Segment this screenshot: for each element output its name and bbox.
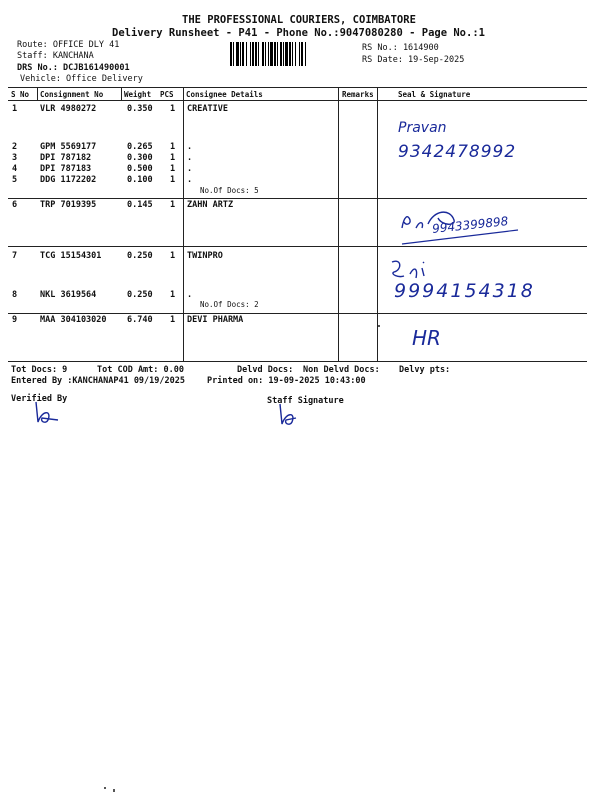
signature-underline [400,228,520,248]
staff-signature [274,402,314,432]
handwritten-phone: 9943399898 [431,214,509,236]
row-consignee: TWINPRO [187,251,223,261]
tot-docs: Tot Docs: 9 [11,365,68,375]
row-weight: 0.145 [127,200,153,210]
table-row [0,175,600,186]
barcode-bar [289,42,291,66]
barcode-bar [285,42,288,66]
row-weight: 0.265 [127,142,153,152]
table-row [0,315,600,326]
col-header-weight: Weight [124,90,152,99]
row-consignee: . [187,142,193,152]
table-top-border [8,87,587,88]
row-consignment-no: TRP 7019395 [40,200,97,210]
handwritten-initials: HR [412,326,441,350]
tot-cod-amount: Tot COD Amt: 0.00 [97,365,184,375]
barcode-bar [250,42,251,66]
handwritten-phone: 9342478992 [398,142,517,162]
scan-mark [378,325,380,327]
row-consignee: DEVI PHARMA [187,315,244,325]
barcode-bar [265,42,266,66]
barcode-bar [230,42,232,66]
row-pcs: 1 [170,251,176,261]
barcode-bar [236,42,239,66]
barcode-bar [299,42,300,66]
row-pcs: 1 [170,153,176,163]
col-header-sno: S No [11,90,30,99]
vehicle-label: Vehicle: Office Delivery [20,74,143,84]
route-label: Route: OFFICE DLY 41 [17,40,120,50]
row-sno: 7 [12,251,18,261]
runsheet-subtitle: Delivery Runsheet - P41 - Phone No.:9047080280 - Page No.:1 [112,27,485,39]
barcode-bar [270,42,273,66]
row-consignment-no: GPM 5569177 [40,142,97,152]
row-consignment-no: NKL 3619564 [40,290,97,300]
column-headers [0,90,600,101]
row-weight: 0.300 [127,153,153,163]
row-consignee: ZAHN ARTZ [187,200,234,210]
row-pcs: 1 [170,290,176,300]
barcode-bar [255,42,257,66]
row-consignee: . [187,175,193,185]
row-weight: 0.250 [127,290,153,300]
row-pcs: 1 [170,175,176,185]
barcode-bar [233,42,234,66]
barcode-bar [280,42,282,66]
col-header-consignment: Consignment No [40,90,104,99]
row-weight: 0.250 [127,251,153,261]
row-pcs: 1 [170,164,176,174]
row-divider [8,198,587,199]
row-weight: 0.500 [127,164,153,174]
row-weight: 0.350 [127,104,153,114]
row-consignment-no: DPI 787182 [40,153,92,163]
row-sno: 5 [12,175,18,185]
verified-by-label: Verified By [11,394,68,404]
row-weight: 0.100 [127,175,153,185]
barcode-bar [283,42,284,66]
barcode-bar [305,42,306,66]
row-consignment-no: MAA 304103020 [40,315,107,325]
docs-note: No.Of Docs: 2 [200,300,259,309]
handwritten-name: Pravan [398,120,447,136]
col-header-consignee: Consignee Details [186,90,263,99]
row-consignment-no: VLR 4980272 [40,104,97,114]
barcode-bar [301,42,303,66]
docs-note: No.Of Docs: 5 [200,186,259,195]
row-consignment-no: TCG 15154301 [40,251,102,261]
rs-date: RS Date: 19-Sep-2025 [362,55,465,65]
row-sno: 2 [12,142,18,152]
row-consignment-no: DDG 1172202 [40,175,97,185]
row-sno: 3 [12,153,18,163]
row-sno: 6 [12,200,18,210]
barcode-bar [240,42,241,66]
row-sno: 1 [12,104,18,114]
barcode-bar [274,42,276,66]
barcode [230,42,356,66]
row-sno: 8 [12,290,18,300]
row-consignee: . [187,153,193,163]
barcode-bar [295,42,296,66]
barcode-bar [292,42,293,66]
barcode-bar [242,42,244,66]
row-sno: 4 [12,164,18,174]
table-row [0,104,600,115]
row-divider [8,313,587,314]
scan-mark [104,787,106,789]
table-row [0,251,600,262]
table-bottom-border [8,361,587,362]
printed-on: Printed on: 19-09-2025 10:43:00 [207,376,366,386]
barcode-bar [258,42,259,66]
table-row [0,200,600,211]
scan-mark [113,789,115,792]
barcode-bar [268,42,269,66]
row-pcs: 1 [170,315,176,325]
staff-label: Staff: KANCHANA [17,51,94,61]
col-header-seal: Seal & Signature [398,90,471,99]
rs-number: RS No.: 1614900 [362,43,439,53]
entered-by: Entered By :KANCHANAP41 09/19/2025 [11,376,185,386]
barcode-bar [246,42,247,66]
row-sno: 9 [12,315,18,325]
delivery-points: Delvy pts: [399,365,451,375]
row-pcs: 1 [170,200,176,210]
delivered-docs: Delvd Docs: [237,365,294,375]
row-weight: 6.740 [127,315,153,325]
handwritten-phone: 9994154318 [394,280,535,302]
row-consignee: . [187,164,193,174]
barcode-bar [252,42,254,66]
row-consignee: . [187,290,193,300]
col-header-remarks: Remarks [342,90,374,99]
verified-signature [30,398,70,428]
table-row [0,164,600,175]
row-consignee: CREATIVE [187,104,228,114]
row-consignment-no: DPI 787183 [40,164,92,174]
staff-signature-label: Staff Signature [267,396,344,406]
barcode-bar [262,42,264,66]
company-title: THE PROFESSIONAL COURIERS, COIMBATORE [182,14,416,26]
row-pcs: 1 [170,142,176,152]
drs-label: DRS No.: DCJB161490001 [17,63,130,73]
barcode-bar [277,42,278,66]
row-pcs: 1 [170,104,176,114]
col-header-pcs: PCS [160,90,174,99]
non-delivered-docs: Non Delvd Docs: [303,365,380,375]
